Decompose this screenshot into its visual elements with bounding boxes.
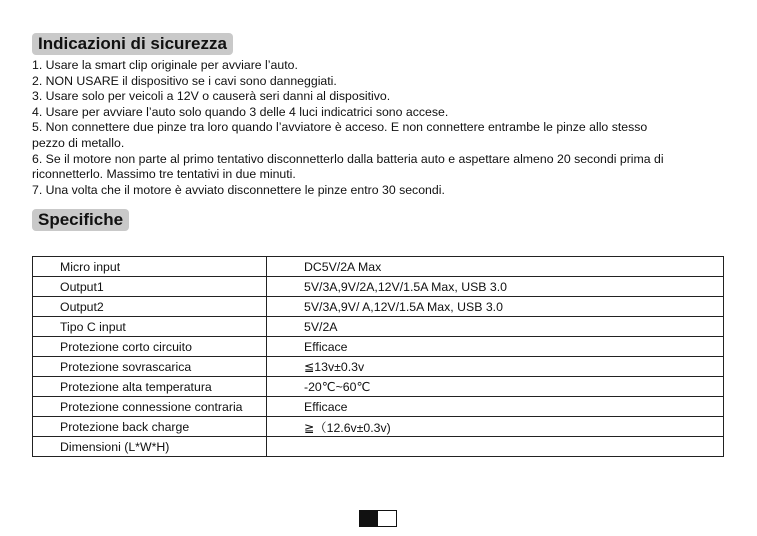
spec-value: 5V/3A,9V/ A,12V/1.5A Max, USB 3.0 [267, 297, 724, 317]
spec-label: Protezione connessione contraria [33, 397, 267, 417]
safety-line: riconnetterlo. Massimo tre tentativi in due minuti. [32, 167, 296, 182]
spec-label: Protezione corto circuito [33, 337, 267, 357]
spec-value: ≦13v±0.3v [267, 357, 724, 377]
spec-label: Micro input [33, 257, 267, 277]
table-row [33, 377, 724, 397]
page-marker-filled-block [360, 511, 378, 526]
safety-line: 5. Non connettere due pinze tra loro quando l’avviatore è acceso. E non connettere entrambe le pinze allo stesso [32, 120, 648, 135]
safety-instructions-list [32, 58, 732, 198]
table-row [33, 297, 724, 317]
spec-label: Output1 [33, 277, 267, 297]
spec-label: Protezione sovrascarica [33, 357, 267, 377]
safety-line: 4. Usare per avviare l’auto solo quando 3 delle 4 luci indicatrici sono accese. [32, 104, 449, 119]
safety-line: 2. NON USARE il dispositivo se i cavi sono danneggiati. [32, 73, 337, 88]
spec-value: Efficace [267, 397, 724, 417]
table-row [33, 337, 724, 357]
spec-label: Protezione back charge [33, 417, 267, 437]
table-row [33, 277, 724, 297]
table-row [33, 317, 724, 337]
table-row [33, 257, 724, 277]
spec-value: ≧（12.6v±0.3v) [267, 417, 724, 437]
safety-line: 3. Usare solo per veicoli a 12V o causerà seri danni al dispositivo. [32, 89, 391, 104]
safety-heading: Indicazioni di sicurezza [32, 33, 233, 55]
spec-label: Tipo C input [33, 317, 267, 337]
table-row [33, 357, 724, 377]
safety-line: pezzo di metallo. [32, 135, 125, 150]
spec-label: Protezione alta temperatura [33, 377, 267, 397]
page-marker [359, 510, 397, 527]
spec-value: 5V/3A,9V/2A,12V/1.5A Max, USB 3.0 [267, 277, 724, 297]
safety-line: 6. Se il motore non parte al primo tentativo disconnetterlo dalla batteria auto e aspettare almeno 20 secondi prima di [32, 151, 664, 166]
spec-label: Dimensioni (L*W*H) [33, 437, 267, 457]
table-row [33, 437, 724, 457]
specs-table [32, 256, 724, 457]
safety-line: 1. Usare la smart clip originale per avviare l’auto. [32, 58, 298, 72]
spec-value [267, 437, 724, 457]
spec-value: Efficace [267, 337, 724, 357]
table-row [33, 417, 724, 437]
table-row [33, 397, 724, 417]
spec-label: Output2 [33, 297, 267, 317]
spec-value: 5V/2A [267, 317, 724, 337]
spec-value: DC5V/2A Max [267, 257, 724, 277]
page-marker-empty-block [378, 511, 396, 526]
spec-value: -20℃~60℃ [267, 377, 724, 397]
safety-line: 7. Una volta che il motore è avviato disconnettere le pinze entro 30 secondi. [32, 182, 445, 197]
specs-heading: Specifiche [32, 209, 129, 231]
